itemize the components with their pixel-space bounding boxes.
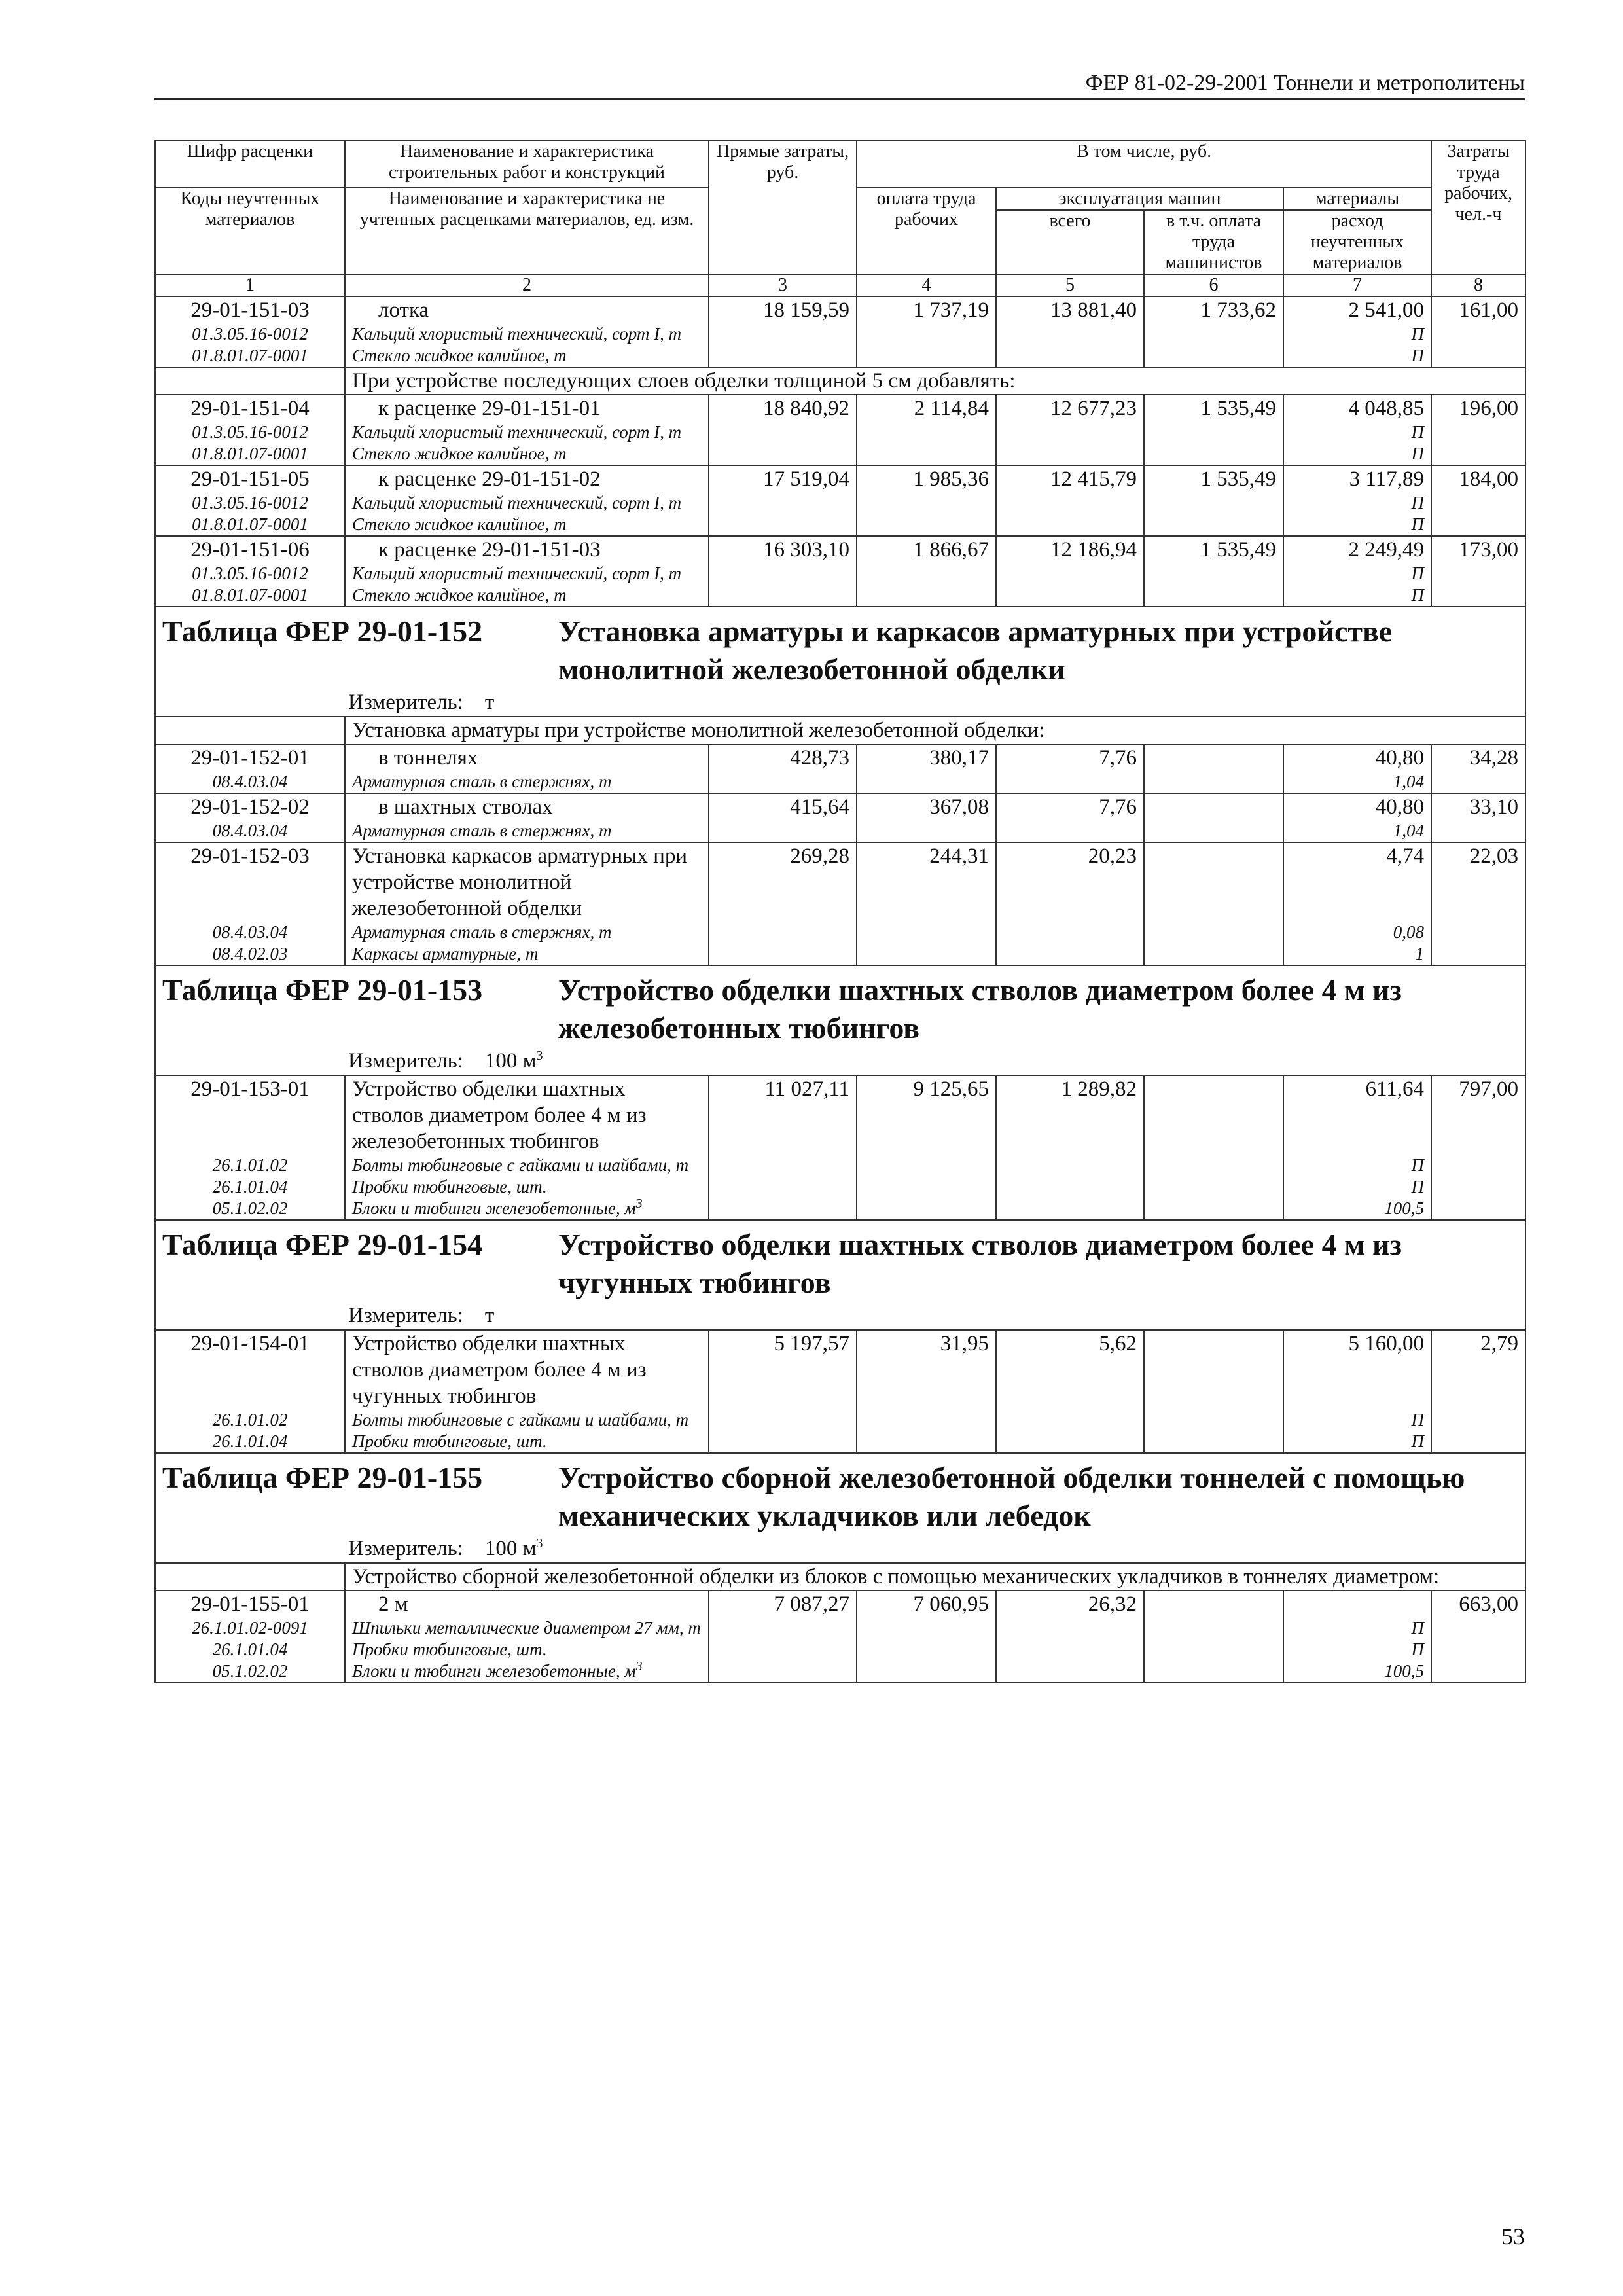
material-row	[155, 584, 1525, 607]
measure-unit-exponent: 3	[536, 1536, 543, 1551]
material-name: Блоки и тюбинги железобетонные, м	[352, 1198, 636, 1218]
rate-name: в шахтных стволах	[345, 793, 709, 820]
material-name: Болты тюбинговые с гайками и шайбами, т	[345, 1155, 709, 1176]
machines-labor: 1 535,49	[1144, 465, 1283, 492]
section-note	[155, 1563, 1525, 1590]
table-row	[155, 1330, 1525, 1409]
table-row	[155, 1590, 1525, 1617]
material-qty: П	[1283, 1155, 1431, 1176]
direct-cost: 428,73	[709, 744, 857, 771]
materials-cost: 5 160,00	[1283, 1330, 1431, 1409]
machines-total: 5,62	[996, 1330, 1144, 1409]
material-code: 08.4.03.04	[155, 922, 345, 943]
direct-cost: 269,28	[709, 842, 857, 922]
material-code: 08.4.03.04	[155, 820, 345, 842]
rate-name: Устройство обделки шахтных стволов диаметром более 4 м из чугунных тюбингов	[345, 1330, 709, 1409]
labor-hours: 663,00	[1431, 1590, 1525, 1617]
col-number: 6	[1144, 274, 1283, 296]
material-row	[155, 1431, 1525, 1453]
labor-hours: 173,00	[1431, 536, 1525, 563]
col-code-subheader: Коды неучтенных материалов	[155, 188, 345, 274]
table-row	[155, 536, 1525, 563]
rate-code: 29-01-152-01	[155, 744, 345, 771]
material-name: Кальций хлористый технический, сорт I, т	[345, 563, 709, 584]
rate-code: 29-01-152-03	[155, 842, 345, 922]
direct-cost: 5 197,57	[709, 1330, 857, 1409]
labor-hours: 797,00	[1431, 1075, 1525, 1155]
measure-unit: т	[484, 1304, 495, 1327]
material-name: Арматурная сталь в стержнях, т	[345, 771, 709, 793]
col-machines-total-header: всего	[996, 210, 1144, 274]
material-row	[155, 514, 1525, 536]
page-number: 53	[1501, 2223, 1525, 2250]
materials-cost: 40,80	[1283, 793, 1431, 820]
section-note	[155, 717, 1525, 744]
direct-cost: 18 159,59	[709, 296, 857, 323]
measure-unit: 100 м	[484, 1537, 537, 1560]
col-direct-header: Прямые затраты, руб.	[709, 141, 857, 274]
col-name-subheader: Наименование и характеристика не учтенных расценками материалов, ед. изм.	[345, 188, 709, 274]
table-row	[155, 1075, 1525, 1155]
col-number: 1	[155, 274, 345, 296]
table-row	[155, 744, 1525, 771]
material-name: Кальций хлористый технический, сорт I, т	[345, 323, 709, 345]
material-code: 01.8.01.07-0001	[155, 584, 345, 607]
table-row	[155, 793, 1525, 820]
material-name: Шпильки металлические диаметром 27 мм, т	[345, 1617, 709, 1639]
labor-pay: 1 737,19	[857, 296, 996, 323]
rate-code: 29-01-152-02	[155, 793, 345, 820]
col-hours-header: Затраты труда рабочих, чел.-ч	[1431, 141, 1525, 274]
machines-total: 12 677,23	[996, 395, 1144, 422]
rate-code: 29-01-151-05	[155, 465, 345, 492]
material-name: Кальций хлористый технический, сорт I, т	[345, 492, 709, 514]
measure-label: Измеритель:	[348, 1304, 463, 1327]
material-code: 05.1.02.02	[155, 1198, 345, 1220]
material-qty: 1	[1283, 943, 1431, 965]
table-title: Устройство обделки шахтных стволов диаметром более 4 м из чугунных тюбингов	[558, 1228, 1402, 1299]
material-code: 08.4.03.04	[155, 771, 345, 793]
measure-unit-exponent: 3	[536, 1049, 543, 1063]
labor-pay: 380,17	[857, 744, 996, 771]
col-materials-sub-header: расход неучтенных материалов	[1283, 210, 1431, 274]
material-name: Пробки тюбинговые, шт.	[345, 1639, 709, 1660]
material-row	[155, 443, 1525, 465]
material-row	[155, 1155, 1525, 1176]
labor-hours: 22,03	[1431, 842, 1525, 922]
rate-code: 29-01-151-03	[155, 296, 345, 323]
material-row	[155, 323, 1525, 345]
material-row	[155, 922, 1525, 943]
material-qty: П	[1283, 1176, 1431, 1198]
material-code: 01.3.05.16-0012	[155, 422, 345, 443]
material-name: Стекло жидкое калийное, т	[345, 345, 709, 367]
machines-total: 7,76	[996, 793, 1144, 820]
machines-labor: 1 535,49	[1144, 536, 1283, 563]
material-name: Болты тюбинговые с гайками и шайбами, т	[345, 1409, 709, 1431]
table-title: Устройство сборной железобетонной обделки тоннелей с помощью механических укладчиков или лебедок	[558, 1461, 1465, 1532]
machines-total: 26,32	[996, 1590, 1144, 1617]
table-title: Устройство обделки шахтных стволов диаметром более 4 м из железобетонных тюбингов	[558, 973, 1402, 1045]
material-qty: П	[1283, 514, 1431, 536]
document-header: ФЕР 81-02-29-2001 Тоннели и метрополитены	[154, 71, 1525, 100]
labor-hours: 34,28	[1431, 744, 1525, 771]
materials-cost: 40,80	[1283, 744, 1431, 771]
labor-hours: 2,79	[1431, 1330, 1525, 1409]
machines-total: 13 881,40	[996, 296, 1144, 323]
material-code: 26.1.01.02	[155, 1409, 345, 1431]
material-code: 01.8.01.07-0001	[155, 443, 345, 465]
table-row	[155, 395, 1525, 422]
table-title-row	[155, 1220, 1525, 1302]
rates-table	[154, 140, 1526, 1683]
labor-hours: 196,00	[1431, 395, 1525, 422]
material-code: 01.3.05.16-0012	[155, 323, 345, 345]
table-number: Таблица ФЕР 29-01-152	[162, 615, 483, 648]
material-qty: П	[1283, 443, 1431, 465]
table-row	[155, 465, 1525, 492]
material-qty: П	[1283, 492, 1431, 514]
col-labor-header: оплата труда рабочих	[857, 188, 996, 274]
materials-cost: 4,74	[1283, 842, 1431, 922]
material-row	[155, 1639, 1525, 1660]
rate-name: Установка каркасов арматурных при устройстве монолитной железобетонной обделки	[345, 842, 709, 922]
labor-pay: 9 125,65	[857, 1075, 996, 1155]
material-code: 01.8.01.07-0001	[155, 345, 345, 367]
measure-row	[155, 1535, 1525, 1563]
material-code: 08.4.02.03	[155, 943, 345, 965]
rate-name: в тоннелях	[345, 744, 709, 771]
material-code: 26.1.01.02-0091	[155, 1617, 345, 1639]
material-code: 26.1.01.02	[155, 1155, 345, 1176]
col-number: 2	[345, 274, 709, 296]
materials-cost: 2 541,00	[1283, 296, 1431, 323]
material-row	[155, 1660, 1525, 1683]
labor-pay: 2 114,84	[857, 395, 996, 422]
direct-cost: 7 087,27	[709, 1590, 857, 1617]
material-name: Арматурная сталь в стержнях, т	[345, 922, 709, 943]
labor-pay: 244,31	[857, 842, 996, 922]
measure-label: Измеритель:	[348, 1537, 463, 1560]
measure-row	[155, 1302, 1525, 1330]
material-qty: 0,08	[1283, 922, 1431, 943]
labor-pay: 31,95	[857, 1330, 996, 1409]
table-title: Установка арматуры и каркасов арматурных при устройстве монолитной железобетонной обделки	[558, 615, 1393, 686]
material-row	[155, 492, 1525, 514]
material-name: Кальций хлористый технический, сорт I, т	[345, 422, 709, 443]
rate-code: 29-01-155-01	[155, 1590, 345, 1617]
material-code: 05.1.02.02	[155, 1660, 345, 1683]
material-row	[155, 422, 1525, 443]
measure-label: Измеритель:	[348, 1049, 463, 1073]
material-qty: П	[1283, 1409, 1431, 1431]
table-number: Таблица ФЕР 29-01-153	[162, 973, 483, 1007]
material-qty: 1,04	[1283, 820, 1431, 842]
material-name: Стекло жидкое калийное, т	[345, 584, 709, 607]
labor-hours: 184,00	[1431, 465, 1525, 492]
table-number: Таблица ФЕР 29-01-154	[162, 1228, 483, 1261]
machines-labor: 1 535,49	[1144, 395, 1283, 422]
col-materials-header: материалы	[1283, 188, 1431, 210]
rate-name: к расценке 29-01-151-02	[345, 465, 709, 492]
table-title-row	[155, 607, 1525, 689]
material-qty: П	[1283, 323, 1431, 345]
rate-code: 29-01-151-04	[155, 395, 345, 422]
material-unit-exponent: 3	[635, 1659, 643, 1674]
material-name: Стекло жидкое калийное, т	[345, 443, 709, 465]
material-qty: П	[1283, 1617, 1431, 1639]
material-unit-exponent: 3	[635, 1196, 643, 1211]
table-row	[155, 296, 1525, 323]
material-code: 26.1.01.04	[155, 1431, 345, 1453]
machines-total: 7,76	[996, 744, 1144, 771]
direct-cost: 17 519,04	[709, 465, 857, 492]
materials-cost: 4 048,85	[1283, 395, 1431, 422]
materials-cost: 3 117,89	[1283, 465, 1431, 492]
machines-total: 12 186,94	[996, 536, 1144, 563]
material-row	[155, 1617, 1525, 1639]
col-code-header: Шифр расценки	[155, 141, 345, 188]
col-number: 3	[709, 274, 857, 296]
material-qty: П	[1283, 1431, 1431, 1453]
material-code: 26.1.01.04	[155, 1176, 345, 1198]
note-text: Устройство сборной железобетонной обделки из блоков с помощью механических укладчиков в тоннелях диаметром:	[345, 1563, 1525, 1590]
col-number: 5	[996, 274, 1144, 296]
labor-hours: 33,10	[1431, 793, 1525, 820]
measure-label: Измеритель:	[348, 691, 463, 714]
labor-pay: 1 866,67	[857, 536, 996, 563]
material-qty: П	[1283, 584, 1431, 607]
direct-cost: 11 027,11	[709, 1075, 857, 1155]
machines-total: 1 289,82	[996, 1075, 1144, 1155]
labor-hours: 161,00	[1431, 296, 1525, 323]
labor-pay: 1 985,36	[857, 465, 996, 492]
material-code: 01.3.05.16-0012	[155, 492, 345, 514]
material-name: Блоки и тюбинги железобетонные, м	[352, 1661, 636, 1681]
col-name-header: Наименование и характеристика строительных работ и конструкций	[345, 141, 709, 188]
machines-total: 20,23	[996, 842, 1144, 922]
direct-cost: 415,64	[709, 793, 857, 820]
rate-code: 29-01-154-01	[155, 1330, 345, 1409]
table-number: Таблица ФЕР 29-01-155	[162, 1461, 483, 1494]
material-code: 01.3.05.16-0012	[155, 563, 345, 584]
material-qty: П	[1283, 563, 1431, 584]
col-number: 8	[1431, 274, 1525, 296]
col-machines-labor-header: в т.ч. оплата труда машинистов	[1144, 210, 1283, 274]
note-text: Установка арматуры при устройстве монолитной железобетонной обделки:	[345, 717, 1525, 744]
material-row	[155, 820, 1525, 842]
material-row	[155, 943, 1525, 965]
material-name: Пробки тюбинговые, шт.	[345, 1431, 709, 1453]
col-number: 7	[1283, 274, 1431, 296]
table-header	[155, 141, 1525, 296]
measure-unit: 100 м	[484, 1049, 537, 1073]
material-code: 01.8.01.07-0001	[155, 514, 345, 536]
material-qty: П	[1283, 422, 1431, 443]
table-row	[155, 842, 1525, 922]
rate-code: 29-01-153-01	[155, 1075, 345, 1155]
col-incl-header: В том числе, руб.	[857, 141, 1431, 188]
material-qty: П	[1283, 345, 1431, 367]
material-row	[155, 345, 1525, 367]
measure-unit: т	[484, 691, 495, 714]
direct-cost: 16 303,10	[709, 536, 857, 563]
materials-cost: 611,64	[1283, 1075, 1431, 1155]
material-row	[155, 1176, 1525, 1198]
note-text: При устройстве последующих слоев обделки толщиной 5 см добавлять:	[345, 367, 1525, 395]
material-row	[155, 1198, 1525, 1220]
machines-labor: 1 733,62	[1144, 296, 1283, 323]
material-row	[155, 563, 1525, 584]
materials-cost: 2 249,49	[1283, 536, 1431, 563]
material-qty: П	[1283, 1639, 1431, 1660]
section-note	[155, 367, 1525, 395]
col-machines-header: эксплуатация машин	[996, 188, 1283, 210]
table-title-row	[155, 965, 1525, 1047]
measure-row	[155, 1047, 1525, 1075]
material-name: Каркасы арматурные, т	[345, 943, 709, 965]
material-name: Арматурная сталь в стержнях, т	[345, 820, 709, 842]
measure-row	[155, 689, 1525, 717]
rate-code: 29-01-151-06	[155, 536, 345, 563]
material-qty: 1,04	[1283, 771, 1431, 793]
material-row	[155, 771, 1525, 793]
rate-name: Устройство обделки шахтных стволов диаметром более 4 м из железобетонных тюбингов	[345, 1075, 709, 1155]
table-title-row	[155, 1453, 1525, 1535]
rate-name: к расценке 29-01-151-03	[345, 536, 709, 563]
material-row	[155, 1409, 1525, 1431]
material-name: Стекло жидкое калийное, т	[345, 514, 709, 536]
material-qty: 100,5	[1283, 1660, 1431, 1683]
machines-total: 12 415,79	[996, 465, 1144, 492]
labor-pay: 7 060,95	[857, 1590, 996, 1617]
material-code: 26.1.01.04	[155, 1639, 345, 1660]
material-name: Пробки тюбинговые, шт.	[345, 1176, 709, 1198]
material-qty: 100,5	[1283, 1198, 1431, 1220]
labor-pay: 367,08	[857, 793, 996, 820]
col-number: 4	[857, 274, 996, 296]
direct-cost: 18 840,92	[709, 395, 857, 422]
rate-name: к расценке 29-01-151-01	[345, 395, 709, 422]
rate-name: 2 м	[345, 1590, 709, 1617]
rate-name: лотка	[345, 296, 709, 323]
column-numbers-row	[155, 274, 1525, 296]
